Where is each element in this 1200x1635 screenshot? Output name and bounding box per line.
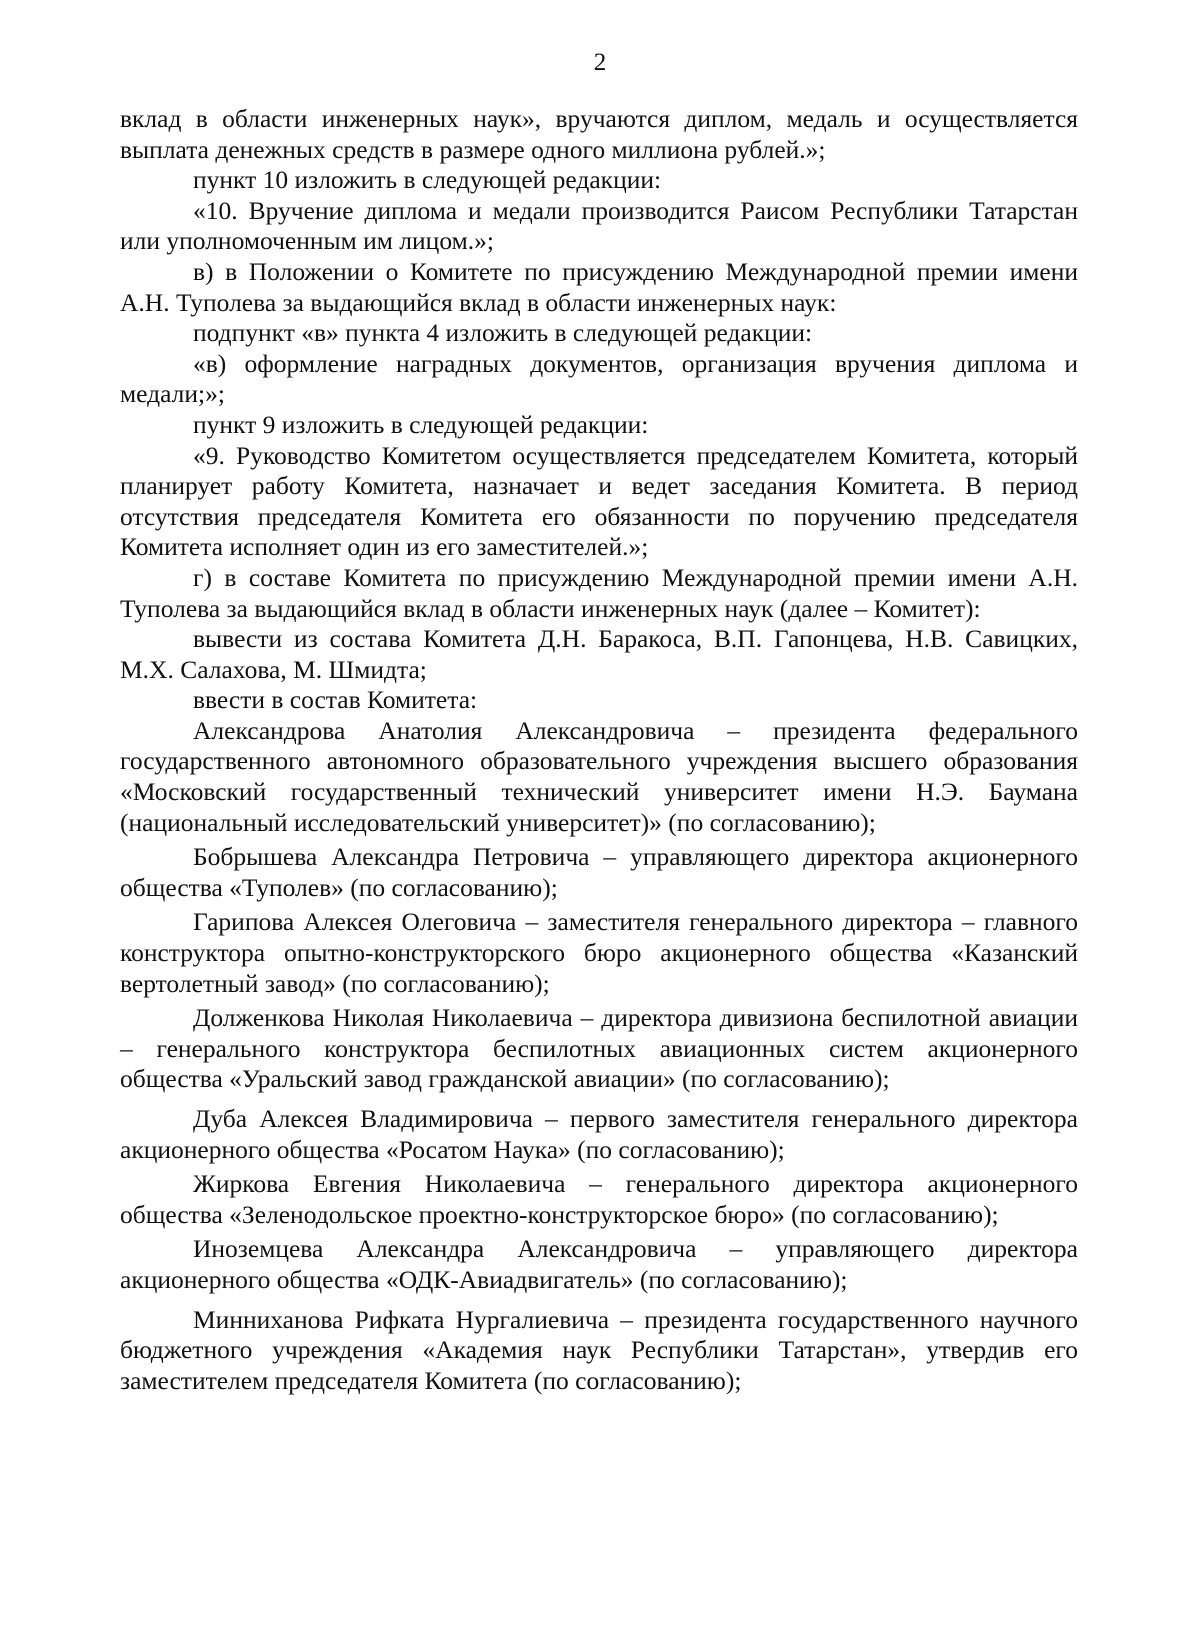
member-entry-dolzhenkov: Долженкова Николая Николаевича – директора дивизиона беспилотной авиации – генерального конструктора беспилотных авиационных систем акционерного общества «Уральский завод гражданской авиации» (по согласованию);	[120, 1003, 1078, 1094]
paragraph-add-members-intro: ввести в состав Комитета:	[193, 685, 478, 715]
paragraph-item-9-text: «9. Руководство Комитетом осуществляется председателем Комитета, который планирует работу Комитета, назначает и ведет заседания Комитета. В период отсутствия председателя Комитета его обязанности по поручению председателя Комитета исполняет один из его заместителей.»;	[120, 440, 1078, 562]
paragraph-subsection-g: г) в составе Комитета по присуждению Международной премии имени А.Н. Туполева за выдающийся вклад в области инженерных наук (далее – Комитет):	[120, 562, 1078, 623]
member-entry-bobryshev: Бобрышева Александра Петровича – управляющего директора акционерного общества «Туполев» (по согласованию);	[120, 842, 1078, 902]
paragraph-item-10-text: «10. Вручение диплома и медали производится Раисом Республики Татарстан или уполномоченным им лицом.»;	[120, 195, 1078, 256]
member-entry-minnikhanov: Минниханова Рифката Нургалиевича – президента государственного научного бюджетного учреждения «Академия наук Республики Татарстан», утвердив его заместителем председателя Комитета (по согласованию);	[120, 1304, 1078, 1395]
paragraph-item-10-intro: пункт 10 изложить в следующей редакции:	[193, 165, 662, 195]
document-body	[120, 104, 1078, 1396]
member-entry-garipov: Гарипова Алексея Олеговича – заместителя генерального директора – главного конструктора опытно-конструкторского бюро акционерного общества «Казанский вертолетный завод» (по согласованию);	[120, 907, 1078, 998]
page-number: 2	[593, 49, 607, 76]
member-entry-zhirkov: Жиркова Евгения Николаевича – генерального директора акционерного общества «Зеленодольское проектно-конструкторское бюро» (по согласованию);	[120, 1169, 1078, 1229]
member-entry-aleksandrov: Александрова Анатолия Александровича – президента федерального государственного автономного образовательного учреждения высшего образования «Московский государственный технический университет имени Н.Э. Баумана (национальный исследовательский университет)» (по согласованию);	[120, 715, 1078, 837]
member-entry-dub: Дуба Алексея Владимировича – первого заместителя генерального директора акционерного общества «Росатом Наука» (по согласованию);	[120, 1104, 1078, 1164]
paragraph-continuation: вклад в области инженерных наук», вручаются диплом, медаль и осуществляется выплата денежных средств в размере одного миллиона рублей.»;	[120, 104, 1078, 164]
paragraph-subitem-v-text: «в) оформление наградных документов, организация вручения диплома и медали;»;	[120, 348, 1078, 409]
paragraph-remove-members: вывести из состава Комитета Д.Н. Баракоса, В.П. Гапонцева, Н.В. Савицких, М.Х. Салахова, М. Шмидта;	[120, 624, 1078, 684]
paragraph-subitem-v-intro: подпункт «в» пункта 4 изложить в следующей редакции:	[193, 318, 813, 348]
paragraph-subsection-v: в) в Положении о Комитете по присуждению Международной премии имени А.Н. Туполева за выдающийся вклад в области инженерных наук:	[120, 256, 1078, 317]
paragraph-item-9-intro: пункт 9 изложить в следующей редакции:	[193, 409, 649, 439]
member-entry-inozemtsev: Иноземцева Александра Александровича – управляющего директора акционерного общества «ОДК-Авиадвигатель» (по согласованию);	[120, 1234, 1078, 1294]
